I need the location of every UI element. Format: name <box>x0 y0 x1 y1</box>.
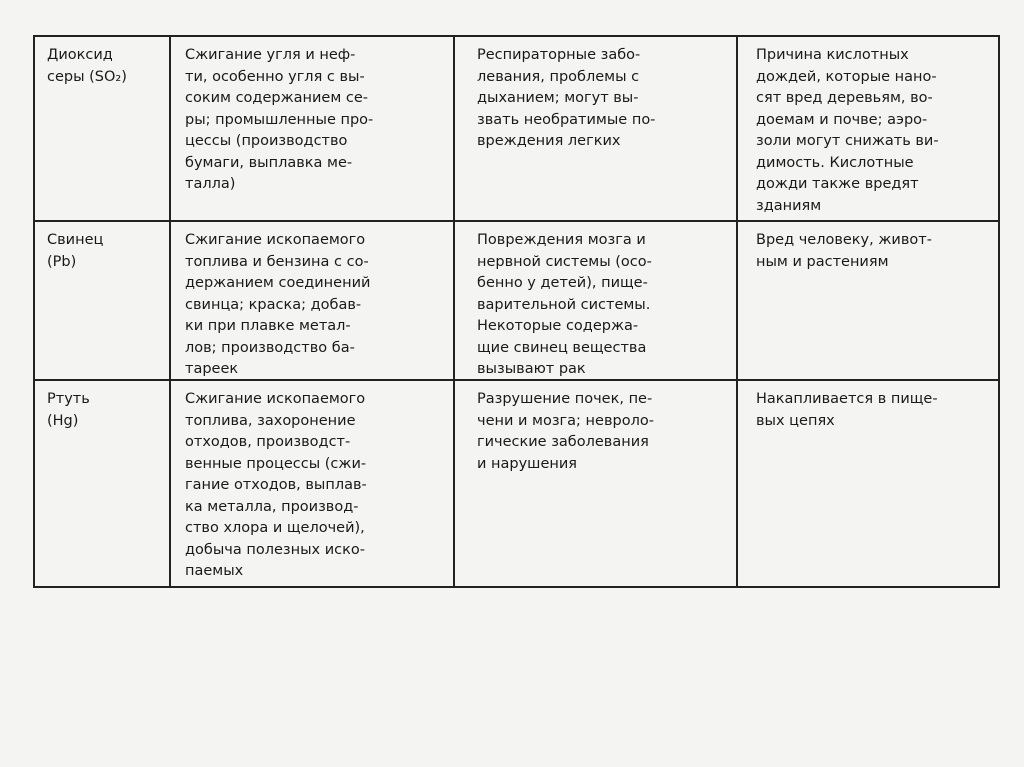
environment-effects-cell: Причина кислотных дождей, которые нано- сят вред деревьям, во- доемам и почве; аэро- золи могут снижать ви- димость. Кислотные дожди также вредят зданиям <box>738 37 1000 222</box>
pollutant-name-cell: Диоксид серы (SO₂) <box>35 37 171 222</box>
health-effects-cell: Респираторные забо- левания, проблемы с дыханием; могут вы- звать необратимые по- вреждения легких <box>455 37 738 222</box>
health-effects-cell: Разрушение почек, пе- чени и мозга; невроло- гические заболевания и нарушения <box>455 381 738 587</box>
pollutant-name-cell: Ртуть (Hg) <box>35 381 171 587</box>
environment-effects-cell: Вред человеку, живот- ным и растениям <box>738 222 1000 381</box>
sources-cell: Сжигание угля и неф- ти, особенно угля с вы- соким содержанием се- ры; промышленные про- цессы (производство бумаги, выплавка ме- талла) <box>171 37 455 222</box>
pollutants-table <box>33 35 1000 588</box>
sources-cell: Сжигание ископаемого топлива, захоронение отходов, производст- венные процессы (сжи- гание отходов, выплав- ка металла, производ- ство хлора и щелочей), добыча полезных иско- паемых <box>171 381 455 587</box>
sources-cell: Сжигание ископаемого топлива и бензина с со- держанием соединений свинца; краска; добав- ки при плавке метал- лов; производство ба- тареек <box>171 222 455 381</box>
health-effects-cell: Повреждения мозга и нервной системы (осо- бенно у детей), пище- варительной системы. Некоторые содержа- щие свинец вещества вызывают рак <box>455 222 738 381</box>
pollutant-name-cell: Свинец (Pb) <box>35 222 171 381</box>
environment-effects-cell: Накапливается в пище- вых цепях <box>756 391 938 429</box>
